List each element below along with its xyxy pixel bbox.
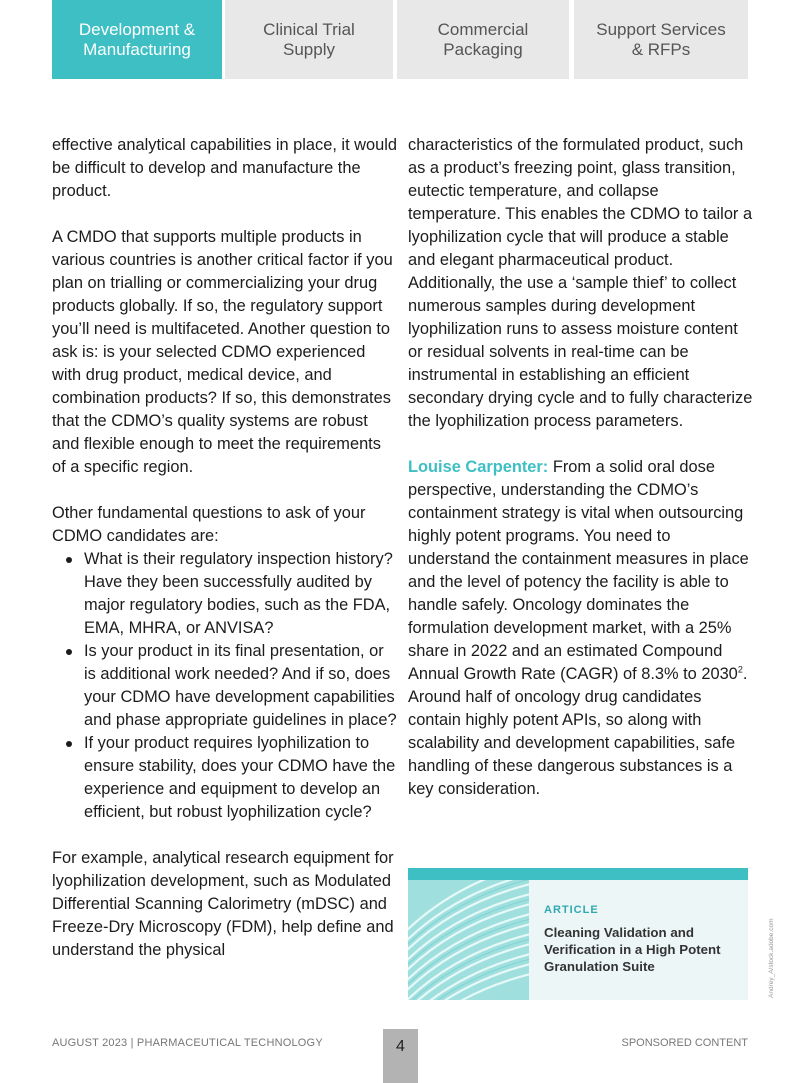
related-article-card[interactable]: [408, 868, 748, 1000]
question-list: [52, 548, 397, 824]
article-label: ARTICLE: [544, 904, 599, 916]
list-item: [52, 640, 397, 732]
paragraph-text-end: . Around half of oncology drug candidates contain highly potent APIs, so along with scalability and development capabilities, safe handling of these dangerous substances is a key consideration.: [408, 665, 748, 798]
image-credit: Andrey_A/stock.adobe.com: [768, 918, 775, 998]
paragraph: characteristics of the formulated product, such as a product’s freezing point, glass transition, eutectic temperature, and collapse temperature. This enables the CDMO to tailor a lyophilization cycle that will produce a stable and elegant pharmaceutical product. Additionally, the use a ‘sample thief’ to collect numerous samples during development lyophilization runs to assess moisture content or residual solvents in real-time can be instrumental in establishing an efficient secondary drying cycle and to fully characterize the lyophilization process parameters.: [408, 136, 753, 430]
tab-commercial-packaging[interactable]: Commercial Packaging: [397, 0, 569, 79]
article-thumbnail: [408, 880, 529, 1000]
list-item: [52, 548, 397, 640]
bullet-icon: [66, 649, 72, 655]
paragraph: [408, 456, 753, 801]
card-accent-bar: [408, 868, 748, 880]
bullet-icon: [66, 557, 72, 563]
paragraph: Other fundamental questions to ask of your CDMO candidates are:: [52, 504, 366, 545]
page-number: 4: [383, 1029, 418, 1083]
tab-development-manufacturing[interactable]: Development & Manufacturing: [52, 0, 222, 79]
article-title[interactable]: Cleaning Validation and Verification in a High Potent Granulation Suite: [544, 925, 721, 974]
speaker-name: Louise Carpenter:: [408, 458, 549, 476]
left-column: [52, 134, 397, 985]
paragraph: For example, analytical research equipment for lyophilization development, such as Modulated Differential Scanning Calorimetry (mDSC) and Freeze-Dry Microscopy (FDM), help define and understand the physical: [52, 849, 394, 959]
list-item-text: What is their regulatory inspection history? Have they been successfully audited by major regulatory bodies, such as the FDA, EMA, MHRA, or ANVISA?: [84, 550, 393, 637]
bullet-icon: [66, 741, 72, 747]
footer-publication: AUGUST 2023 | PHARMACEUTICAL TECHNOLOGY: [52, 1037, 323, 1049]
paragraph-text: From a solid oral dose perspective, understanding the CDMO’s containment strategy is vital when outsourcing highly potent programs. You need to understand the containment measures in place and the level of potency the facility is able to handle safely. Oncology dominates the formulation development market, with a 25% share in 2022 and an estimated Compound Annual Growth Rate (CAGR) of 8.3% to 2030: [408, 458, 749, 683]
list-item-text: Is your product in its final presentation, or is additional work needed? And if so, does your CDMO have development capabilities and phase appropriate guidelines in place?: [84, 642, 397, 729]
right-column: [408, 134, 753, 824]
tab-support-services-rfps[interactable]: Support Services & RFPs: [574, 0, 748, 79]
footer-label: SPONSORED CONTENT: [621, 1037, 748, 1049]
tab-clinical-trial-supply[interactable]: Clinical Trial Supply: [225, 0, 393, 79]
list-item: [52, 732, 397, 824]
list-item-text: If your product requires lyophilization to ensure stability, does your CDMO have the experience and equipment to develop an efficient, but robust lyophilization cycle?: [84, 734, 396, 821]
section-tabs: [52, 0, 748, 79]
paragraph: A CMDO that supports multiple products in various countries is another critical factor if you plan on trialling or commercializing your drug products globally. If so, the regulatory support you’ll need is multifaceted. Another question to ask is: is your selected CDMO experienced with drug product, medical device, and combination products? If so, this demonstrates that the CDMO’s quality systems are robust and flexible enough to meet the requirements of a specific region.: [52, 228, 393, 476]
footnote-ref: 2: [737, 664, 743, 675]
paragraph: effective analytical capabilities in place, it would be difficult to develop and manufacture the product.: [52, 136, 398, 200]
